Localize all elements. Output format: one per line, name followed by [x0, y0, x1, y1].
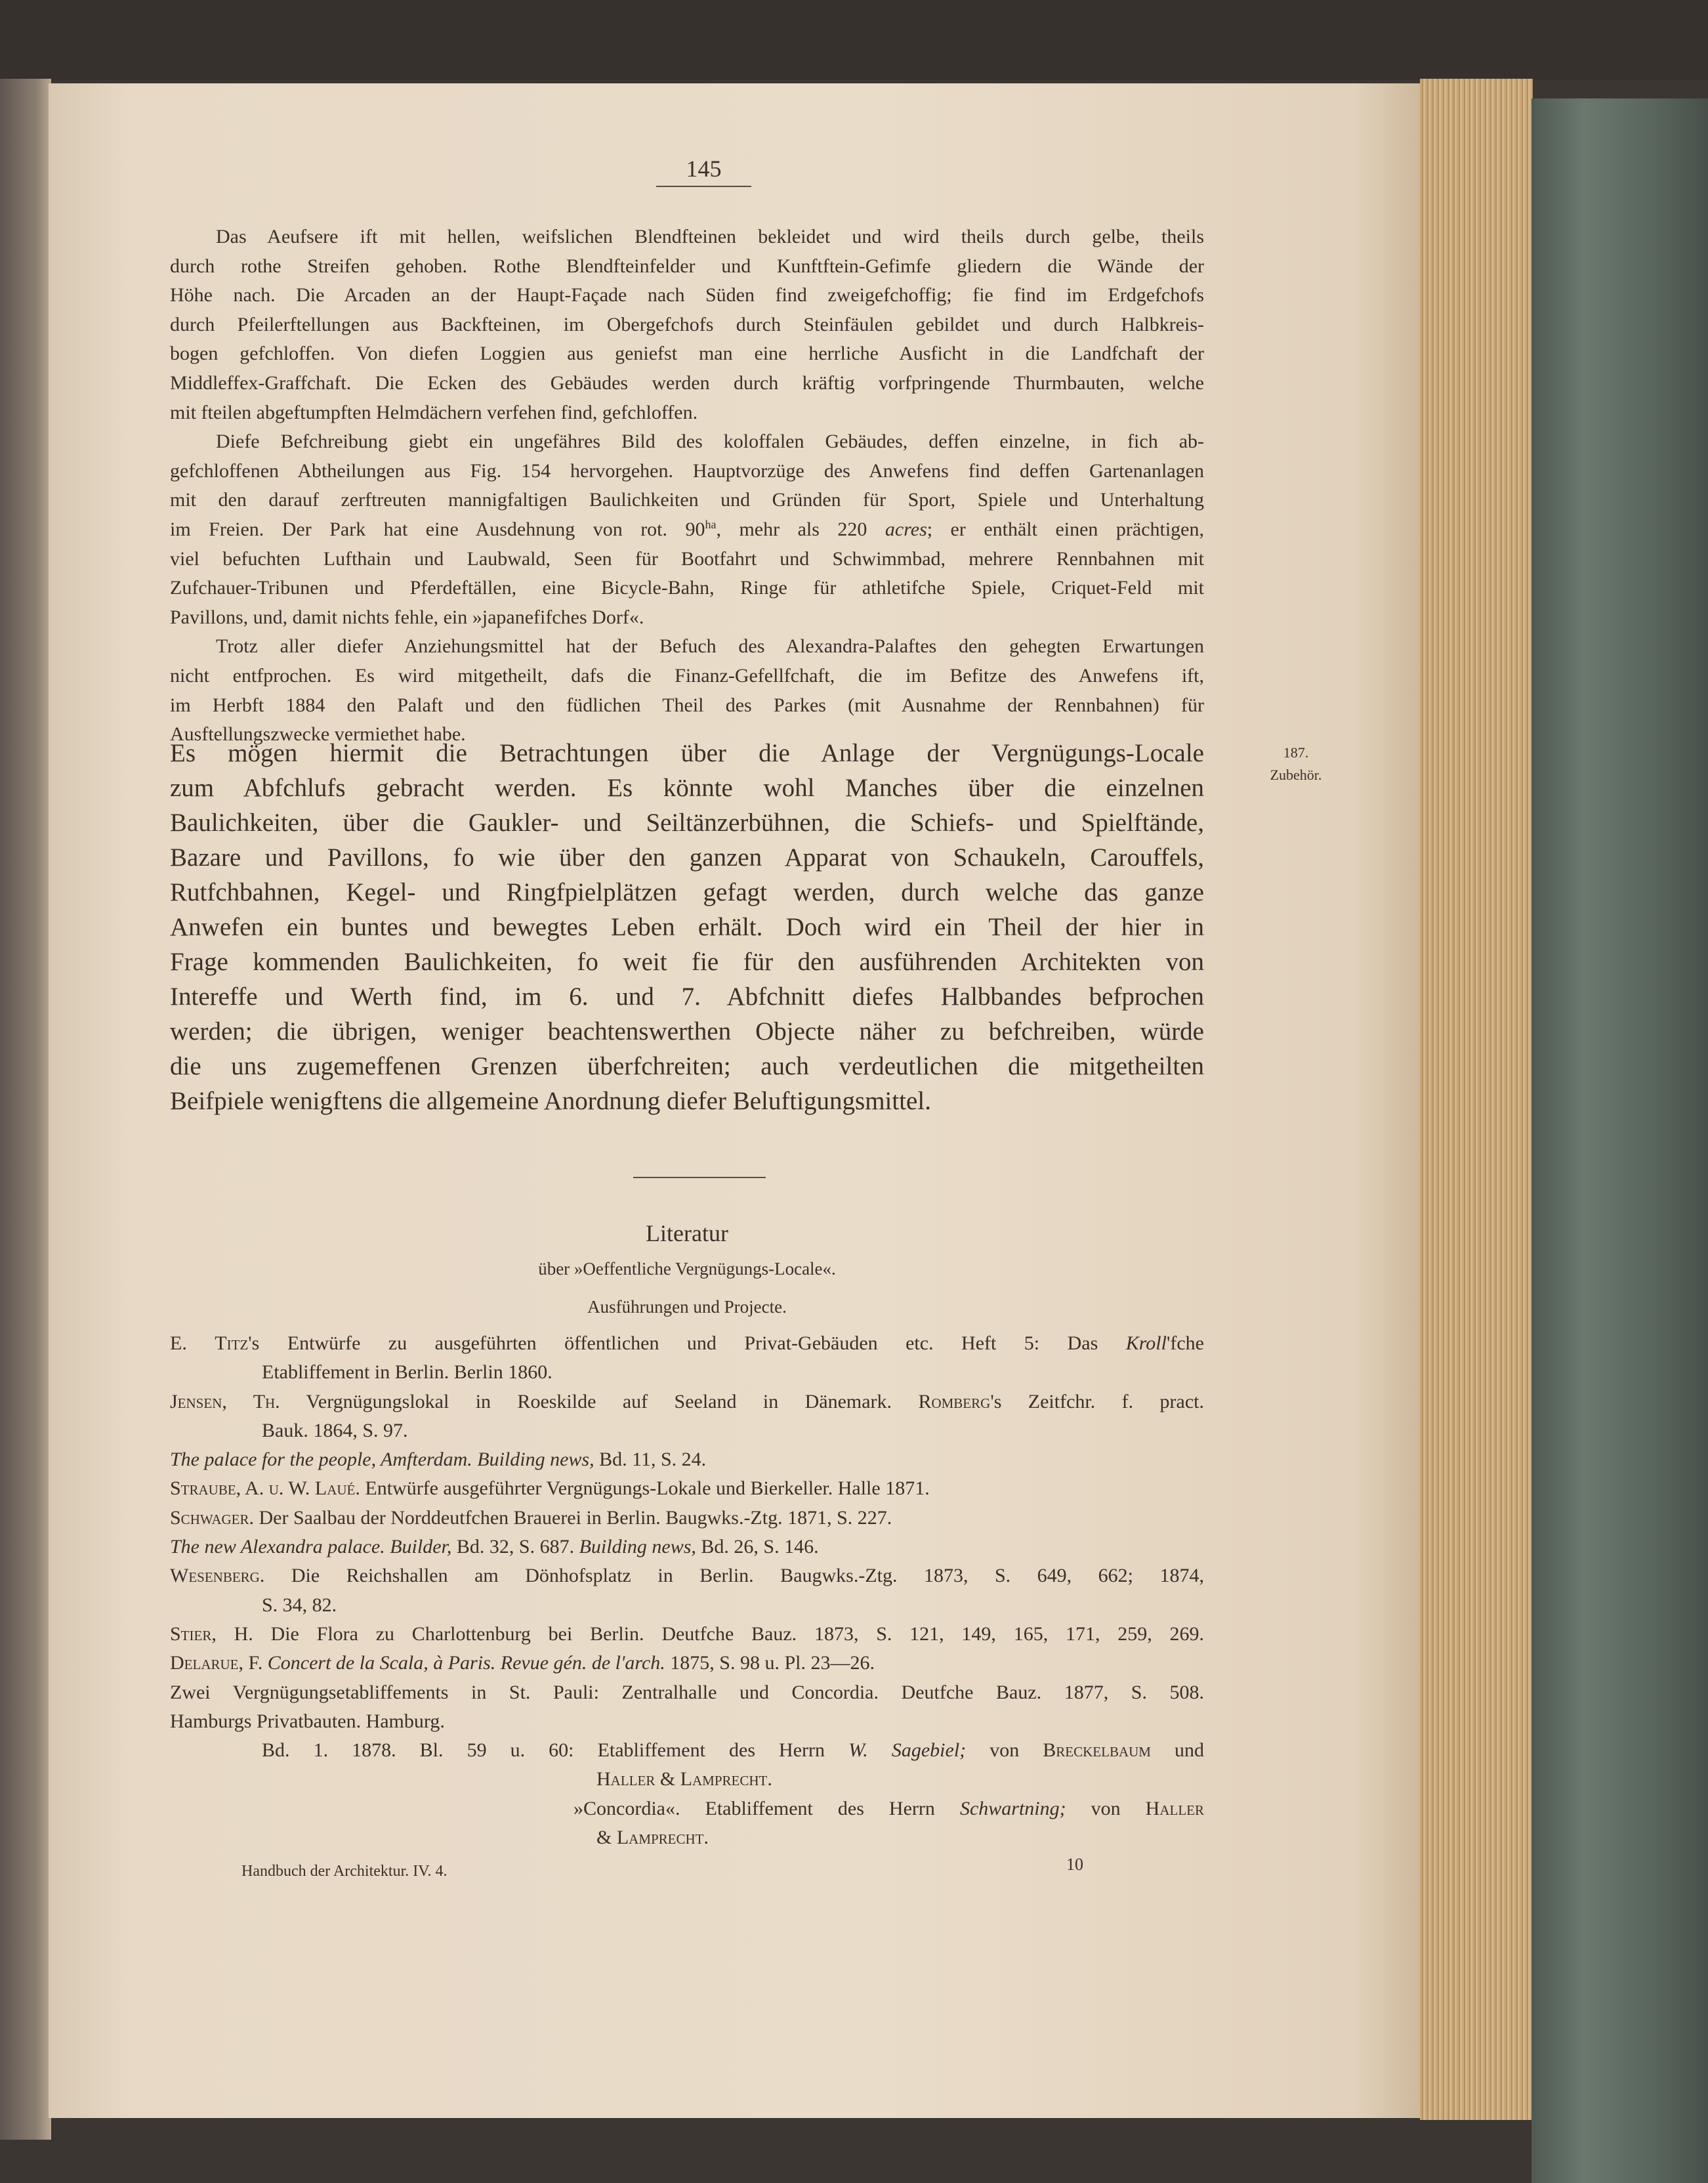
text-segment: Building news,: [579, 1536, 696, 1558]
text-segment: 's Entwürfe zu ausgeführten öffentlichen und Privat-Gebäuden etc. Heft 5: Das: [248, 1332, 1126, 1354]
text-segment: Bauk. 1864, S. 97.: [262, 1419, 408, 1441]
page-number-rule: [656, 186, 751, 187]
text-segment: W. Sagebiel;: [848, 1739, 967, 1762]
bibliography-line: [170, 1620, 1204, 1649]
page-stack-edge: [1420, 79, 1533, 2120]
text-segment: Schwartning;: [959, 1797, 1066, 1819]
book-cover-binding: [1531, 98, 1708, 2183]
paragraph-line: [170, 574, 1204, 603]
text-segment: viel befuchten Lufthain und Laubwald, Seen für Bootfahrt und Schwimmbad, mehrere Rennbahnen mit: [170, 547, 1204, 570]
bibliography-line: [170, 1591, 1204, 1620]
text-segment: [262, 1652, 268, 1674]
text-segment: Hamburgs Privatbauten. Hamburg.: [170, 1710, 445, 1732]
text-segment: Bd. 1. 1878. Bl. 59 u. 60: Etabliffement des Herrn: [262, 1739, 849, 1762]
bibliography-line: [170, 1649, 1204, 1678]
text-segment: Straube, A. u. W. Laué.: [170, 1477, 360, 1500]
text-segment: Bd. 11, S. 24.: [594, 1449, 707, 1471]
main-paragraph-line: Anwefen ein buntes und bewegtes Leben erhält. Doch wird ein Theil der hier in: [170, 913, 1204, 941]
text-segment: Diefe Befchreibung giebt ein ungefähres Bild des koloffalen Gebäudes, deffen einzelne, in fich ab-: [216, 431, 1204, 453]
main-paragraph-line: Baulichkeiten, über die Gaukler- und Seiltänzerbühnen, die Schiefs- und Spielftände,: [170, 809, 1204, 837]
paragraph-line: [170, 252, 1204, 282]
paragraph-line: [170, 632, 1204, 662]
main-paragraph-line: Intereffe und Werth find, im 6. und 7. Abfchnitt diefes Halbbandes befprochen: [170, 983, 1204, 1011]
intro-paragraphs: [170, 223, 1204, 750]
text-segment: acres: [885, 518, 927, 540]
text-segment: im Herbft 1884 den Palaft und den füdlichen Theil des Parkes (mit Ausnahme der Rennbahnen) für: [170, 694, 1204, 716]
text-segment: Bd. 26, S. 146.: [696, 1536, 819, 1558]
bibliography-line: [170, 1794, 1204, 1823]
text-segment: von: [966, 1739, 1043, 1762]
text-segment: Ausftellungszwecke vermiethet habe.: [170, 723, 466, 746]
text-segment: & Lamprecht.: [596, 1827, 709, 1849]
text-segment: »Concordia«. Etabliffement des Herrn: [573, 1797, 960, 1819]
text-segment: Wesenberg.: [170, 1565, 265, 1587]
text-segment: 'fche: [1166, 1332, 1204, 1354]
text-segment: Haller & Lamprecht.: [596, 1768, 772, 1791]
bibliography-line: [170, 1388, 1204, 1416]
margin-note: [1247, 742, 1345, 786]
text-segment: The new Alexandra palace. Builder,: [170, 1536, 452, 1558]
text-segment: Bd. 32, S. 687.: [451, 1536, 579, 1558]
paragraph-line: [170, 691, 1204, 721]
text-segment: durch rothe Streifen gehoben. Rothe Blendfteinfelder und Kunftftein-Gefimfe gliedern die Wände der: [170, 255, 1204, 277]
bibliography-line: [170, 1329, 1204, 1358]
text-segment: von: [1066, 1797, 1146, 1819]
main-paragraph-line: die uns zugemeffenen Grenzen überfchreiten; auch verdeutlichen die mitgetheilten: [170, 1052, 1204, 1080]
bibliography-line: [170, 1445, 1204, 1474]
bibliography-line: [170, 1504, 1204, 1533]
main-paragraph-line: Bazare und Pavillons, fo wie über den ganzen Apparat von Schaukeln, Carouffels,: [170, 843, 1204, 872]
text-segment: Die Reichshallen am Dönhofsplatz in Berlin. Baugwks.-Ztg. 1873, S. 649, 662; 1874,: [264, 1565, 1204, 1587]
paragraph-line: [170, 515, 1204, 545]
bibliography-line: [170, 1416, 1204, 1445]
text-segment: Romberg: [918, 1390, 991, 1412]
text-segment: 's Zeitfchr. f. pract.: [990, 1390, 1204, 1412]
bibliography-list: [170, 1329, 1204, 1852]
main-paragraph: [170, 736, 1204, 1118]
bibliography-line: [170, 1765, 1204, 1794]
footer-signature-number: 10: [1066, 1855, 1083, 1874]
bibliography-line: [170, 1736, 1204, 1765]
bibliography-line: [170, 1707, 1204, 1736]
footer-book-title: Handbuch der Architektur. IV. 4.: [241, 1863, 448, 1880]
text-segment: Kroll: [1125, 1332, 1167, 1354]
text-segment: Trotz aller diefer Anziehungsmittel hat der Befuch des Alexandra-Palaftes den gehegten Erwartungen: [216, 635, 1204, 658]
literature-subtitle: über »Oeffentliche Vergnügungs-Locale«.: [538, 1259, 836, 1279]
text-segment: mit den darauf zerftreuten mannigfaltigen Baulichkeiten und Gründen für Sport, Spiele und Unterhaltung: [170, 489, 1204, 511]
text-segment: Zwei Vergnügungsetabliffements in St. Pauli: Zentralhalle und Concordia. Deutfche Bauz. 1877, S. 508.: [170, 1681, 1204, 1703]
main-paragraph-line: Es mögen hiermit die Betrachtungen über die Anlage der Vergnügungs-Locale: [170, 739, 1204, 767]
text-segment: ; er enthält einen prächtigen,: [927, 518, 1204, 540]
paragraph-line: [170, 486, 1204, 515]
main-paragraph-line: Frage kommenden Baulichkeiten, fo weit fie für den ausführenden Architekten von: [170, 948, 1204, 976]
literature-section-heading: Ausführungen und Projecte.: [587, 1297, 787, 1317]
text-segment: Titz: [215, 1332, 249, 1354]
text-segment: bogen gefchloffen. Von diefen Loggien aus geniefst man eine herrliche Ausficht in die Landfchaft der: [170, 343, 1204, 365]
text-segment: Concert de la Scala, à Paris. Revue gén. de l'arch.: [267, 1652, 665, 1674]
text-segment: Höhe nach. Die Arcaden an der Haupt-Façade nach Süden find zweigefchoffig; fie find im Erdgefchofs: [170, 284, 1204, 307]
margin-note-label: Zubehör.: [1270, 767, 1322, 783]
margin-note-number: 187.: [1283, 744, 1309, 761]
section-divider: [633, 1177, 766, 1178]
paragraph-line: [170, 603, 1204, 633]
text-segment: Breckelbaum: [1043, 1739, 1151, 1762]
text-segment: Das Aeufsere ift mit hellen, weifslichen Blendfteinen bekleidet und wird theils durch gelbe, theils: [216, 226, 1204, 247]
text-segment: Etabliffement in Berlin. Berlin 1860.: [262, 1361, 552, 1384]
text-segment: gefchloffenen Abtheilungen aus Fig. 154 hervorgehen. Hauptvorzüge des Anwefens find deffen Gartenanlagen: [170, 459, 1204, 482]
text-segment: 1875, S. 98 u. Pl. 23—26.: [665, 1652, 875, 1674]
text-segment: Stier, H.: [170, 1622, 253, 1645]
left-page-edge: [0, 79, 51, 2140]
paragraph-line: [170, 662, 1204, 691]
bibliography-line: [170, 1474, 1204, 1503]
text-segment: Haller: [1145, 1797, 1204, 1819]
text-segment: Delarue, F.: [170, 1652, 263, 1674]
text-segment: ha: [705, 517, 717, 531]
bibliography-line: [170, 1358, 1204, 1387]
text-segment: Jensen, Th.: [170, 1390, 280, 1412]
text-segment: durch Pfeilerftellungen aus Backfteinen, im Obergefchofs durch Steinfäulen gebildet und durch Halbkreis-: [170, 313, 1204, 335]
text-segment: E.: [170, 1332, 215, 1354]
text-segment: Vergnügungslokal in Roeskilde auf Seeland in Dänemark.: [280, 1390, 919, 1412]
text-segment: Die Flora zu Charlottenburg bei Berlin. Deutfche Bauz. 1873, S. 121, 149, 165, 171, 259, 269.: [253, 1622, 1204, 1645]
text-segment: und: [1150, 1739, 1204, 1762]
paragraph-line: [170, 457, 1204, 486]
text-segment: , mehr als 220: [716, 518, 885, 540]
paragraph-line: [170, 369, 1204, 398]
paragraph-line: [170, 281, 1204, 310]
text-segment: Pavillons, und, damit nichts fehle, ein »japanefifches Dorf«.: [170, 606, 644, 628]
main-paragraph-line: Rutfchbahnen, Kegel- und Ringfpielplätzen gefagt werden, durch welche das ganze: [170, 878, 1204, 906]
text-segment: The palace for the people, Amfterdam. Building news,: [170, 1449, 594, 1471]
page-number: 145: [686, 156, 722, 182]
main-paragraph-line: werden; die übrigen, weniger beachtenswerthen Objecte näher zu befchreiben, würde: [170, 1017, 1204, 1046]
paragraph-line: [170, 427, 1204, 457]
text-segment: Der Saalbau der Norddeutfchen Brauerei in Berlin. Baugwks.-Ztg. 1871, S. 227.: [254, 1506, 892, 1529]
bibliography-line: [170, 1533, 1204, 1561]
text-segment: Entwürfe ausgeführter Vergnügungs-Lokale und Bierkeller. Halle 1871.: [360, 1477, 930, 1500]
text-segment: S. 34, 82.: [262, 1594, 337, 1616]
text-segment: Zufchauer-Tribunen und Pferdeftällen, eine Bicycle-Bahn, Ringe für athletifche Spiele, Criquet-Feld mit: [170, 577, 1204, 599]
literature-title: Literatur: [646, 1220, 728, 1246]
text-segment: Middleffex-Graffchaft. Die Ecken des Gebäudes werden durch kräftig vorfpringende Thurmbauten, welche: [170, 371, 1204, 394]
bibliography-line: [170, 1678, 1204, 1707]
paragraph-line: [170, 310, 1204, 340]
paragraph-line: [170, 545, 1204, 574]
bibliography-line: [170, 1823, 1204, 1852]
bibliography-line: [170, 1561, 1204, 1590]
text-segment: mit fteilen abgeftumpften Helmdächern verfehen find, gefchloffen.: [170, 401, 698, 423]
paragraph-line: [170, 339, 1204, 369]
main-paragraph-line: zum Abfchlufs gebracht werden. Es könnte wohl Manches über die einzelnen: [170, 774, 1204, 802]
text-segment: im Freien. Der Park hat eine Ausdehnung von rot. 90: [170, 518, 705, 540]
main-paragraph-line: Beifpiele wenigftens die allgemeine Anordnung diefer Beluftigungsmittel.: [170, 1087, 931, 1115]
paragraph-line: [170, 223, 1204, 252]
text-segment: nicht entfprochen. Es wird mitgetheilt, dafs die Finanz-Gefellfchaft, die im Befitze des Anwefens ift,: [170, 664, 1204, 687]
paragraph-line: [170, 398, 1204, 428]
text-segment: Schwager.: [170, 1506, 255, 1529]
scan-background: [0, 0, 1708, 80]
